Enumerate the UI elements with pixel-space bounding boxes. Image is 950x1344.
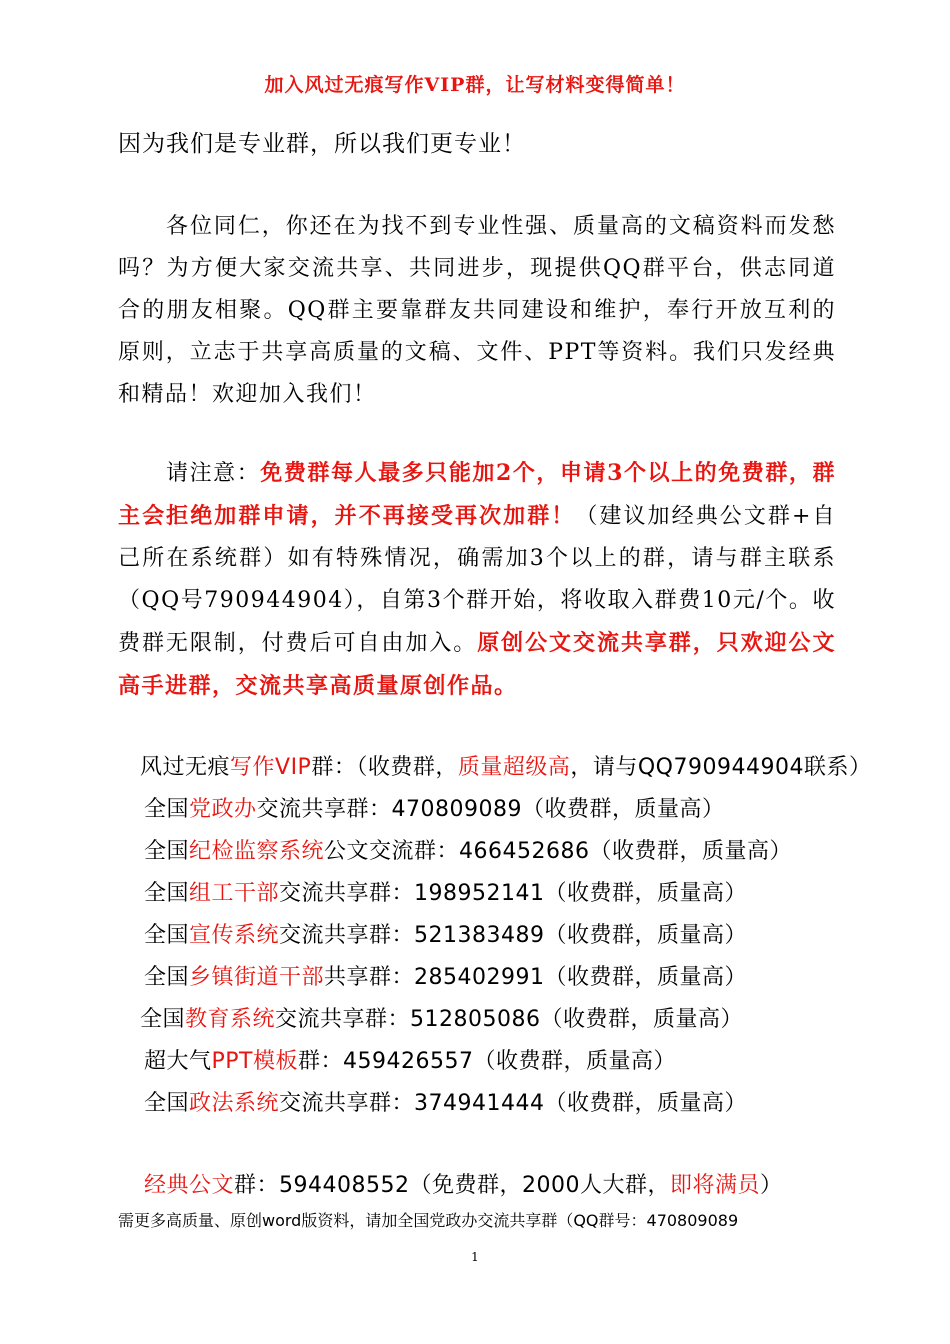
group-prefix: 全国 <box>144 1091 190 1116</box>
group-highlight: 党政办 <box>189 797 257 822</box>
notice-paragraph <box>118 452 836 708</box>
group-prefix: 全国 <box>144 923 190 948</box>
footer-note: 需更多高质量、原创word版资料，请加全国党政办交流共享群（QQ群号：470809089 <box>118 1211 739 1230</box>
group-prefix: 全国 <box>140 1007 186 1032</box>
intro-paragraph: 各位同仁，你还在为找不到专业性强、质量高的文稿资料而发愁吗？为方便大家交流共享、共同进步，现提供QQ群平台，供志同道合的朋友相聚。QQ群主要靠群友共同建设和维护，奉行开放互利的原则，立志于共享高质量的文稿、文件、PPT等资料。我们只发经典和精品！欢迎加入我们！ <box>118 214 836 407</box>
group-suffix: 群：594408552（免费群，2000人大群， <box>234 1173 670 1198</box>
group-row-discipline <box>144 834 792 865</box>
group-highlight: 教育系统 <box>185 1007 276 1032</box>
group-row-propaganda <box>144 918 747 949</box>
group-row-legal <box>144 1086 747 1117</box>
group-suffix: 交流共享群：470809089（收费群，质量高） <box>256 797 725 822</box>
group-row-party-office <box>144 792 725 823</box>
group-suffix: 共享群：285402991（收费群，质量高） <box>324 965 748 990</box>
notice-body: （建议加经典公文群+自己所在系统群）如有特殊情况，确需加3个以上的群，请与群主联系（QQ号790944904），自第3个群开始，将收取入群费10元/个。收费群无限制，付费后可自由加入。 <box>118 504 836 656</box>
page-number: 1 <box>471 1250 479 1264</box>
group-highlight: 宣传系统 <box>189 923 280 948</box>
group-highlight: PPT模板 <box>211 1049 298 1074</box>
group-prefix: 全国 <box>144 797 190 822</box>
group-suffix: 交流共享群：198952141（收费群，质量高） <box>279 881 748 906</box>
group-highlight: 政法系统 <box>189 1091 280 1116</box>
notice-lead: 请注意： <box>166 461 261 486</box>
group-highlight: 组工干部 <box>189 881 280 906</box>
group-highlight: 经典公文 <box>144 1173 235 1198</box>
group-row-organization <box>144 876 747 907</box>
group-suffix-2: ，请与QQ790944904联系） <box>570 755 872 780</box>
group-prefix: 风过无痕 <box>140 755 231 780</box>
group-suffix: 交流共享群：521383489（收费群，质量高） <box>279 923 748 948</box>
group-prefix: 超大气 <box>144 1049 212 1074</box>
group-suffix: 群：（收费群， <box>311 755 458 780</box>
group-prefix: 全国 <box>144 881 190 906</box>
group-prefix: 全国 <box>144 839 190 864</box>
group-suffix: 群：459426557（收费群，质量高） <box>298 1049 676 1074</box>
group-row-education <box>140 1002 743 1033</box>
group-suffix: 交流共享群：374941444（收费群，质量高） <box>279 1091 748 1116</box>
group-highlight: 纪检监察系统 <box>189 839 325 864</box>
group-prefix: 全国 <box>144 965 190 990</box>
group-highlight: 乡镇街道干部 <box>189 965 325 990</box>
notice-highlight: 原创公文交流共享群，只欢迎公文高手进群，交流共享高质量原创作品。 <box>118 630 836 699</box>
group-row-classic <box>144 1168 783 1199</box>
group-suffix: 交流共享群：512805086（收费群，质量高） <box>275 1007 744 1032</box>
group-suffix-2: ） <box>760 1173 783 1198</box>
tagline: 因为我们是专业群，所以我们更专业！ <box>118 131 526 157</box>
page-header-banner: 加入风过无痕写作VIP群，让写材料变得简单！ <box>264 74 686 96</box>
group-row-township <box>144 960 747 991</box>
group-row-vip <box>140 750 871 781</box>
group-suffix: 公文交流群：466452686（收费群，质量高） <box>324 839 793 864</box>
group-row-ppt <box>144 1044 676 1075</box>
group-highlight-2: 即将满员 <box>669 1173 760 1198</box>
group-highlight-2: 质量超级高 <box>457 755 571 780</box>
notice-warning: 免费群每人最多只能加2个，申请3个以上的免费群，群主会拒绝加群申请，并不再接受再次加群！ <box>118 460 836 529</box>
group-highlight: 写作VIP <box>230 755 312 780</box>
